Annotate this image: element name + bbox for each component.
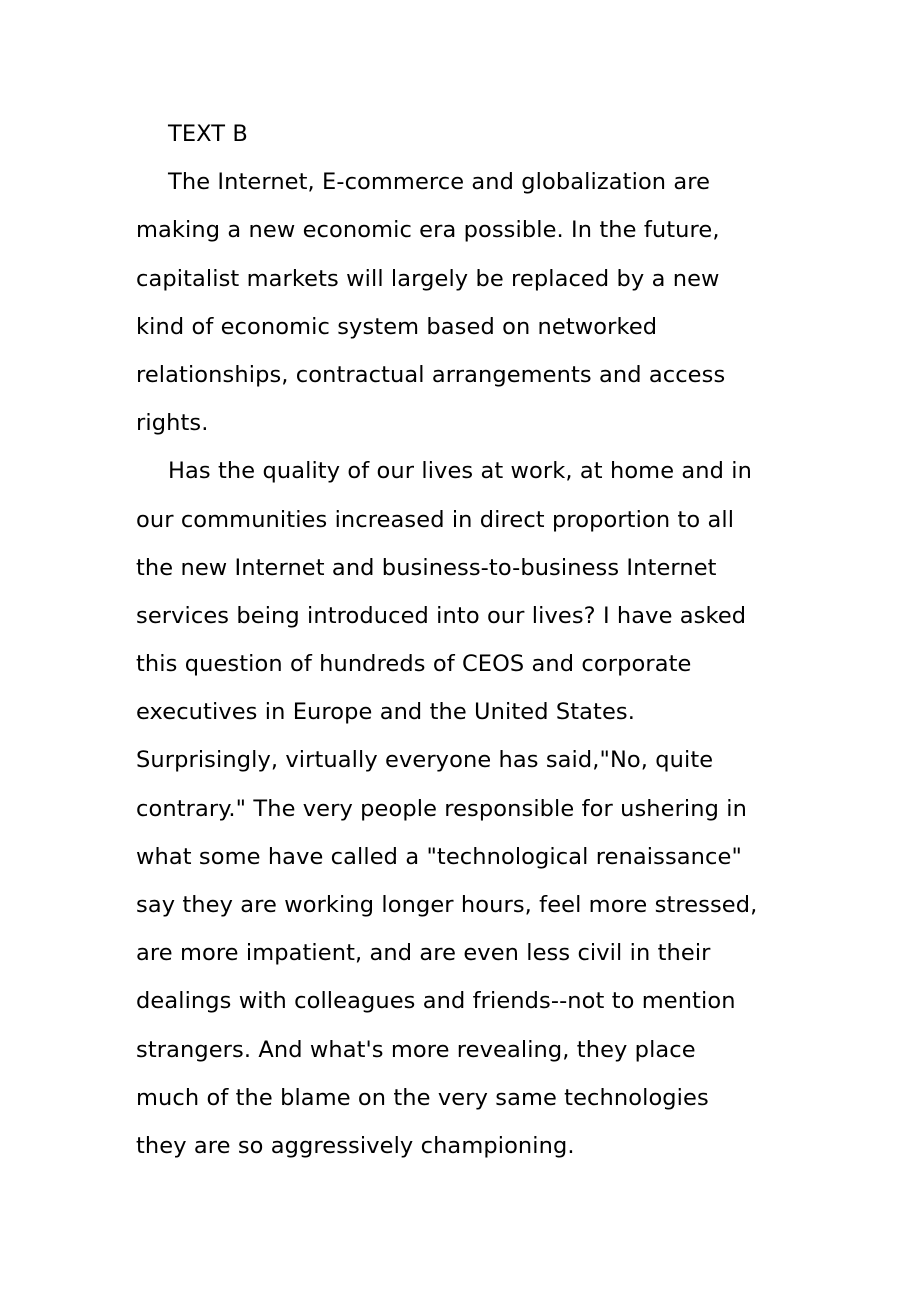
paragraph-line: say they are working longer hours, feel more stressed, [136, 892, 758, 918]
paragraph-2 [136, 447, 806, 1170]
paragraph-line: The Internet, E-commerce and globalization are [168, 169, 711, 196]
paragraph-line: services being introduced into our lives? I have asked [136, 602, 747, 629]
paragraph-1 [136, 158, 806, 447]
paragraph-line: Has the quality of our lives at work, at home and in [168, 458, 752, 485]
paragraph-line: they are so aggressively championing. [136, 1132, 575, 1159]
paragraph-line: the new Internet and business-to-business Internet [136, 554, 717, 581]
paragraph-line: this question of hundreds of CEOS and corporate [136, 651, 692, 678]
paragraph-line: strangers. And what's more revealing, they place [136, 1036, 696, 1063]
paragraph-line: rights. [136, 410, 209, 437]
paragraph-line: making a new economic era possible. In the future, [136, 217, 720, 244]
paragraph-line: contrary." The very people responsible for ushering in [136, 795, 747, 822]
paragraph-line: kind of economic system based on networked [136, 313, 658, 340]
paragraph-line: capitalist markets will largely be replaced by a new [136, 265, 720, 292]
paragraph-line: are more impatient, and are even less civil in their [136, 940, 711, 967]
paragraph-line: our communities increased in direct proportion to all [136, 506, 735, 533]
paragraph-line: what some have called a "technological renaissance" [136, 843, 742, 870]
paragraph-line: much of the blame on the very same technologies [136, 1084, 709, 1111]
paragraph-line: dealings with colleagues and friends--not to mention [136, 988, 736, 1015]
section-heading: TEXT B [168, 121, 248, 147]
paragraph-line: Surprisingly, virtually everyone has said,"No, quite [136, 747, 714, 774]
paragraph-line: executives in Europe and the United States. [136, 699, 635, 726]
paragraph-line: relationships, contractual arrangements and access [136, 361, 726, 388]
text-body [136, 110, 806, 1170]
